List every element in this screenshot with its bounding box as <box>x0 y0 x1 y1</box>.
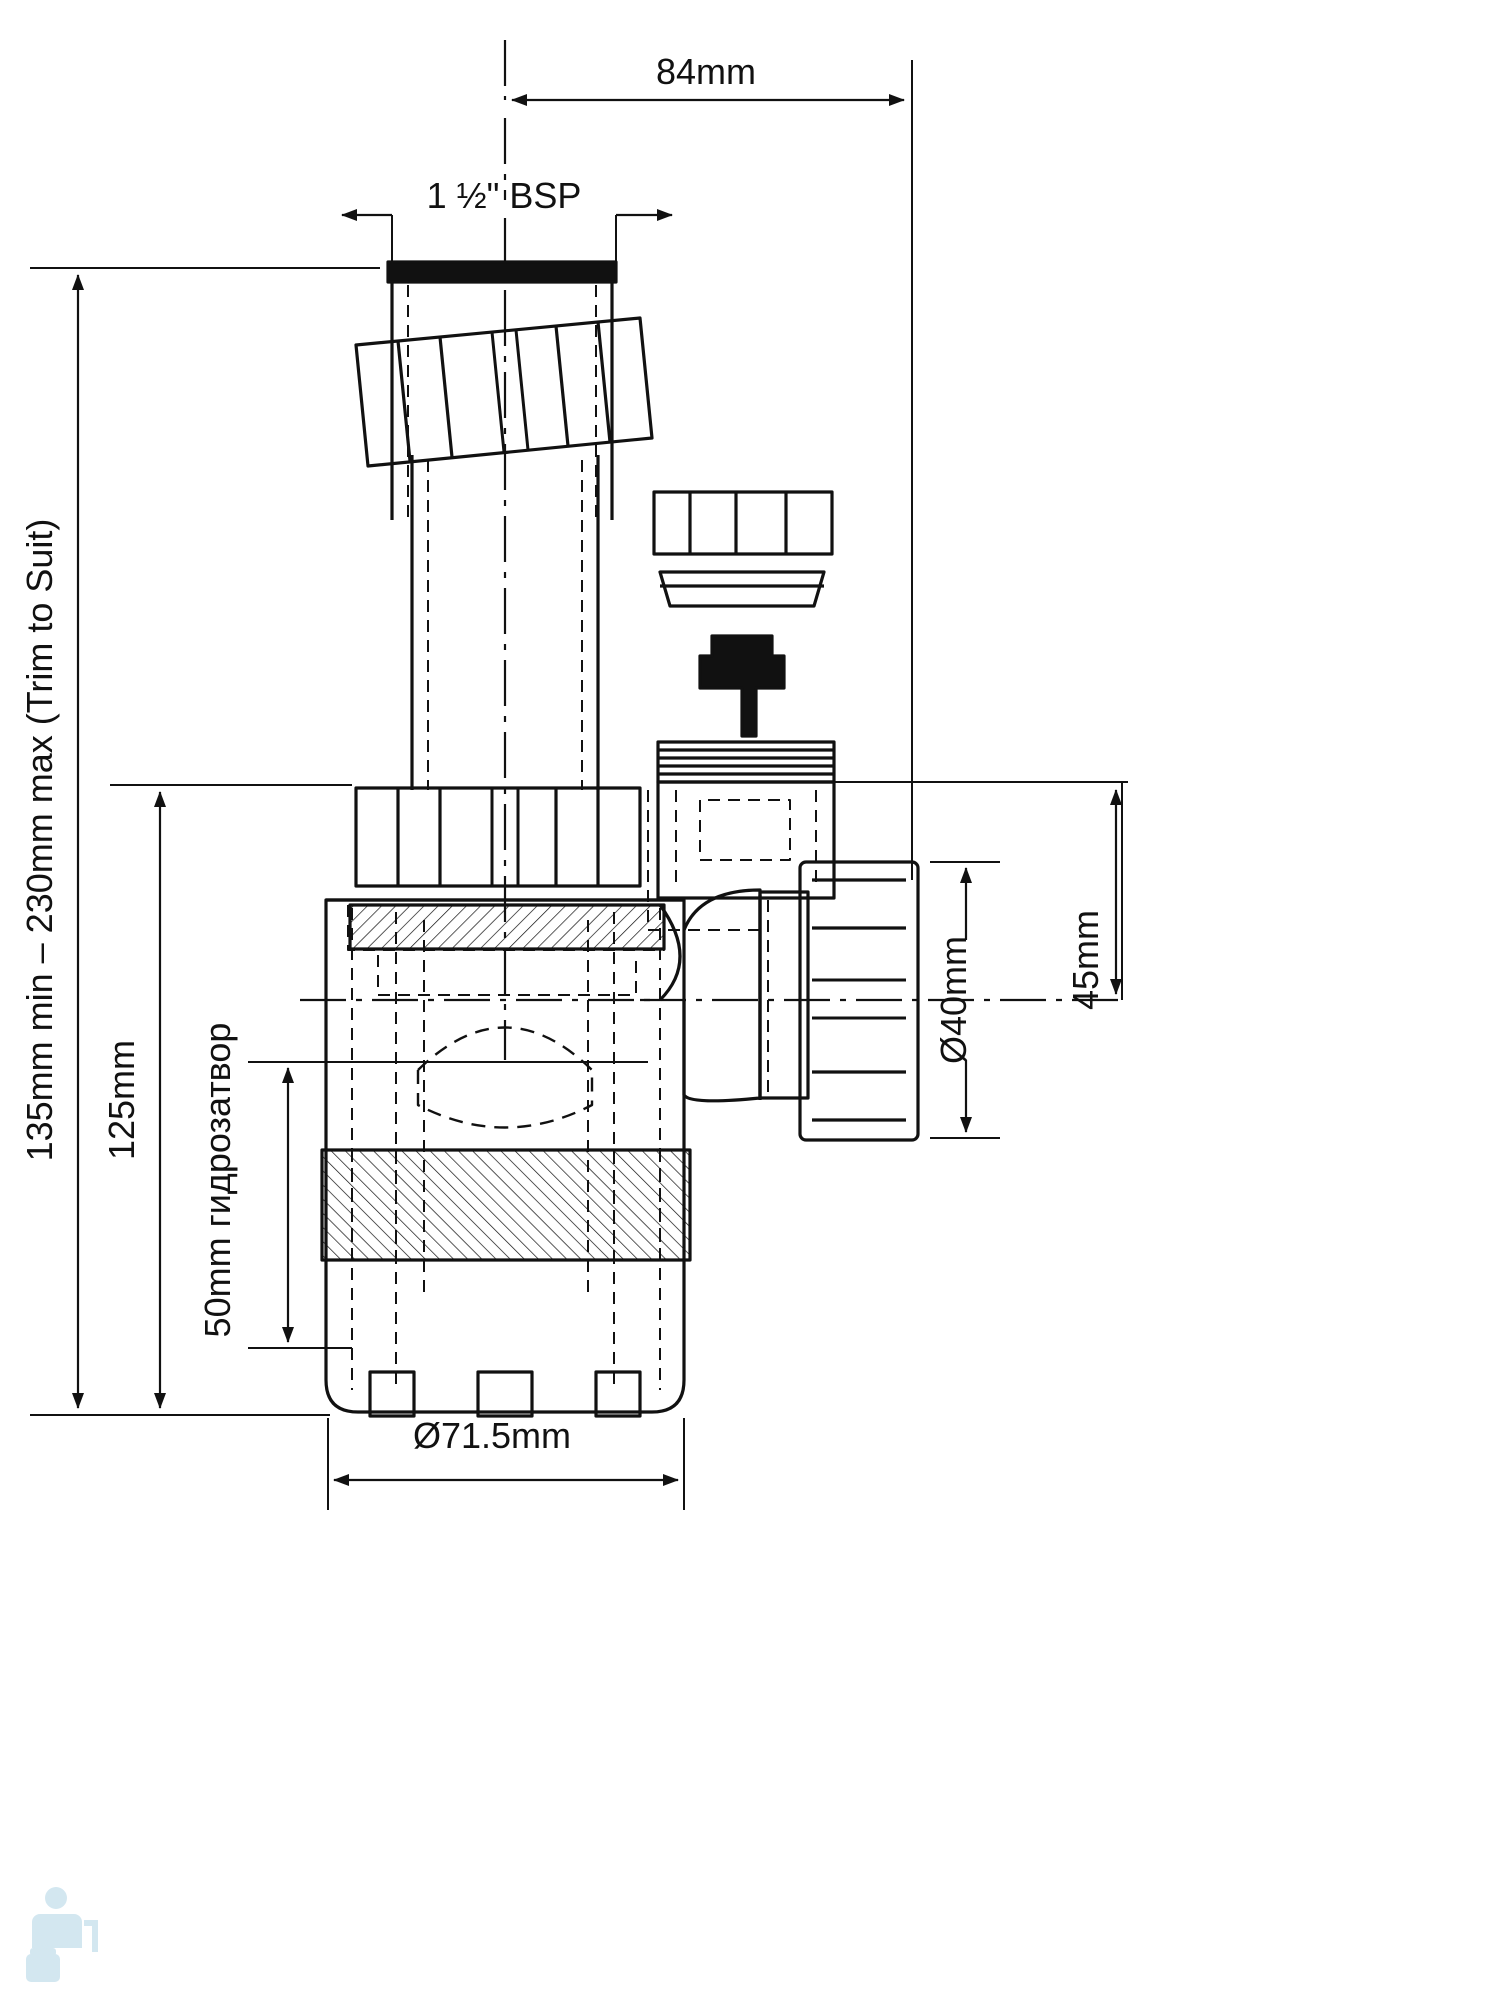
dim-body-diameter: Ø71.5mm <box>412 1415 572 1456</box>
dim-overall-height: 135mm min – 230mm max (Trim to Suit) <box>19 518 60 1162</box>
trap-outline-group <box>300 40 1120 1416</box>
dim-top-offset: 84mm <box>655 51 757 92</box>
dim-water-seal: 50mm гидрозатвор <box>197 1022 238 1338</box>
dim-outlet-diameter: Ø40mm <box>933 935 974 1065</box>
dim-height-125: 125mm <box>101 1039 142 1161</box>
dim-inlet-thread: 1 ½" BSP <box>426 175 582 216</box>
outlet-elbow <box>660 890 760 1101</box>
access-cap-assembly <box>648 492 834 930</box>
dim-outlet-drop: 45mm <box>1065 909 1106 1011</box>
inlet-flange <box>388 262 616 282</box>
middle-compression-nut <box>356 788 640 886</box>
plumber-watermark-logo <box>10 1882 130 1992</box>
